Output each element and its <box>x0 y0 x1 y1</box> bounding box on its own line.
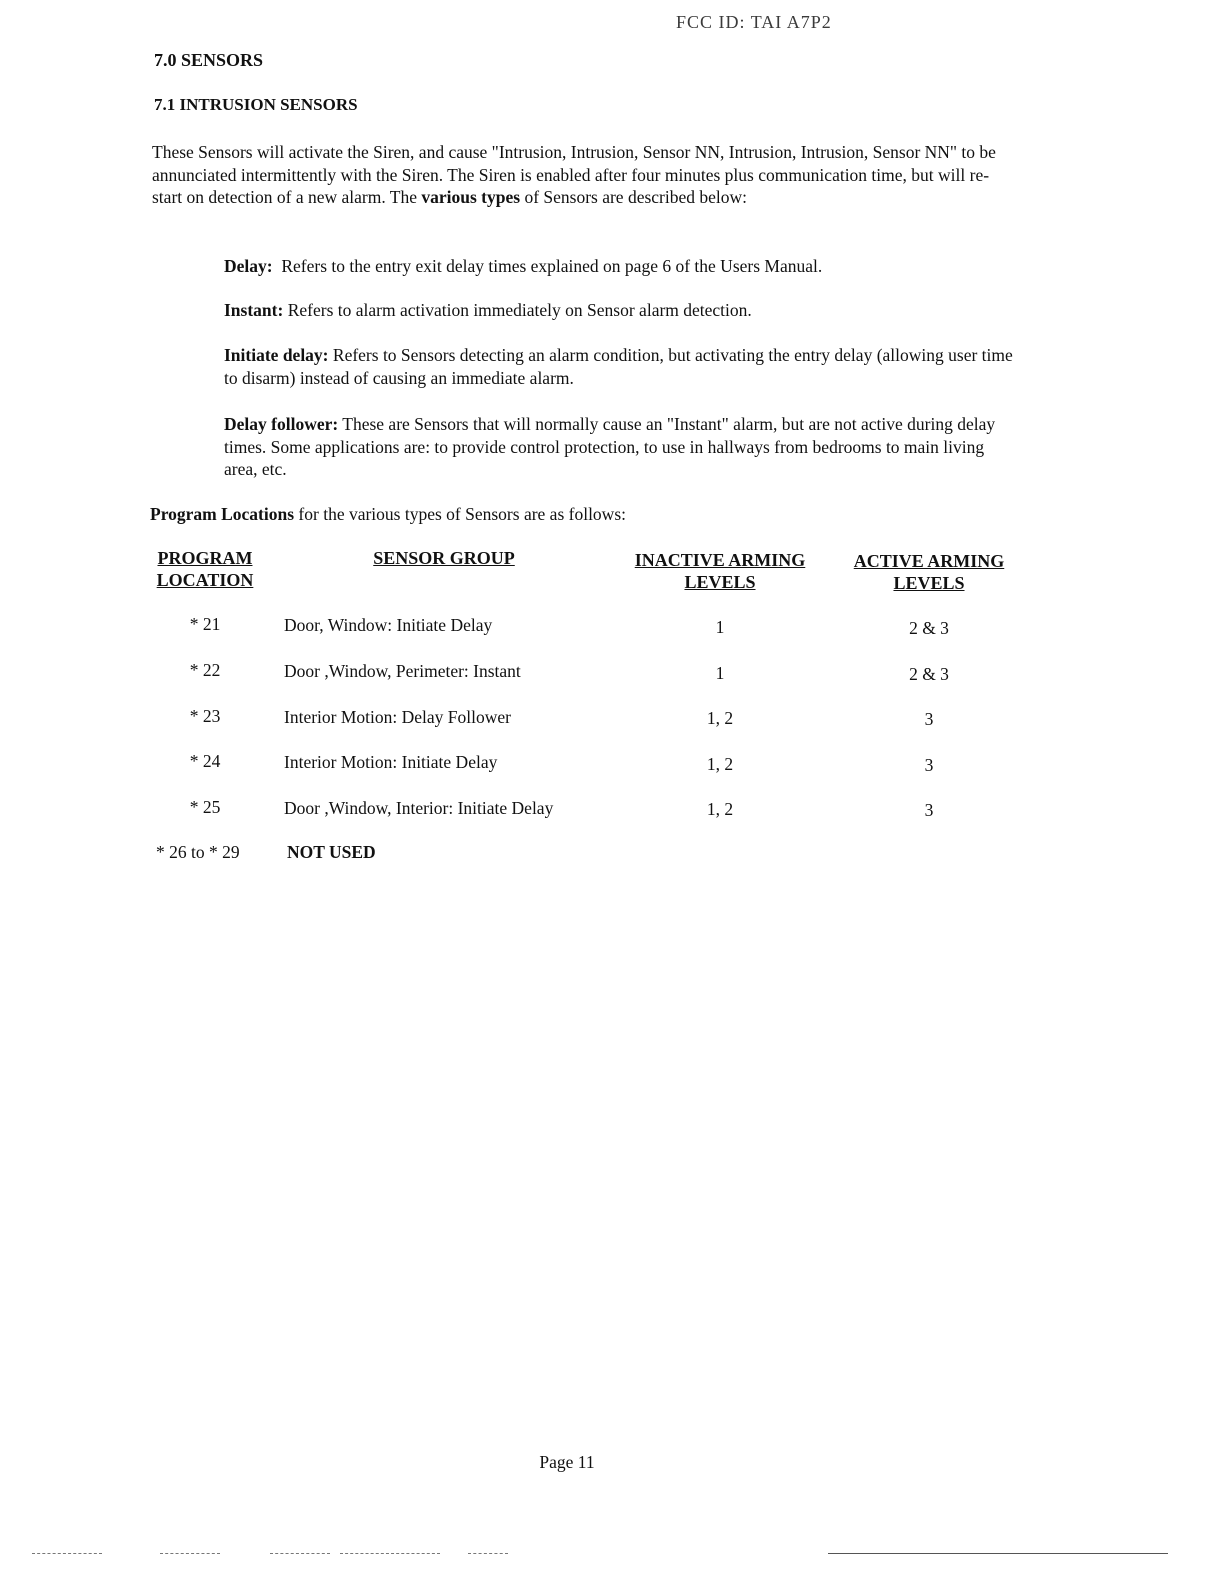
page-number: Page 11 <box>539 1452 595 1472</box>
scan-artifact-divider <box>160 1553 220 1554</box>
header-line: PROGRAM <box>157 548 253 568</box>
definition-initiate-delay <box>224 344 1014 389</box>
subsection-title: 7.1 INTRUSION SENSORS <box>154 95 358 114</box>
definition-delay-follower <box>224 413 1014 481</box>
header-active-arming <box>838 550 1020 594</box>
program-locations-text: for the various types of Sensors are as follows: <box>294 504 626 524</box>
scan-artifact-divider <box>32 1553 102 1554</box>
cell-location: * 23 <box>189 706 221 726</box>
cell-location: * 25 <box>189 797 221 817</box>
header-sensor-group <box>334 547 554 569</box>
header-program-location <box>150 547 260 591</box>
cell-inactive: 1, 2 <box>706 799 734 819</box>
cell-active: 3 <box>924 755 934 775</box>
definition-term: Instant: <box>224 300 284 320</box>
definition-text: Refers to alarm activation immediately on Sensor alarm detection. <box>283 300 752 320</box>
definition-text: These are Sensors that will normally cause an "Instant" alarm, but are not active during delay times. Some applications are: to provide control protection, to use in hallways from bedrooms to main living area, etc. <box>224 414 996 479</box>
definition-term: Initiate delay: <box>224 345 329 365</box>
header-line: LEVELS <box>893 573 965 593</box>
definition-term: Delay: <box>224 256 273 276</box>
cell-active: 3 <box>924 709 934 729</box>
cell-location-range: * 26 to * 29 <box>156 842 240 862</box>
cell-group: Door ,Window, Interior: Initiate Delay <box>284 798 554 818</box>
scan-artifact-divider <box>270 1553 330 1554</box>
header-line: LOCATION <box>156 570 254 590</box>
definition-term: Delay follower: <box>224 414 339 434</box>
header-line: SENSOR GROUP <box>373 548 515 568</box>
cell-active: 2 & 3 <box>909 664 949 684</box>
cell-group: Interior Motion: Delay Follower <box>284 707 511 727</box>
header-line: INACTIVE ARMING <box>634 550 806 570</box>
cell-active: 2 & 3 <box>909 618 949 638</box>
definition-instant <box>224 299 1014 322</box>
cell-inactive: 1, 2 <box>706 708 734 728</box>
cell-inactive: 1 <box>715 617 725 637</box>
definition-delay <box>224 255 1014 278</box>
intro-bold: various types <box>421 187 521 207</box>
cell-group: Interior Motion: Initiate Delay <box>284 752 498 772</box>
cell-location: * 24 <box>189 751 221 771</box>
section-title: 7.0 SENSORS <box>154 50 264 70</box>
cell-active: 3 <box>924 800 934 820</box>
cell-not-used: NOT USED <box>287 842 376 862</box>
definition-text: Refers to Sensors detecting an alarm condition, but activating the entry delay (allowing user time to disarm) instead of causing an immediate alarm. <box>224 345 1013 388</box>
scan-artifact-divider <box>468 1553 508 1554</box>
cell-location: * 21 <box>189 614 221 634</box>
header-line: ACTIVE ARMING <box>853 551 1005 571</box>
header-line: LEVELS <box>684 572 756 592</box>
scan-artifact-divider <box>828 1553 1168 1554</box>
scan-artifact-divider <box>340 1553 440 1554</box>
fcc-id-stamp: FCC ID: TAI A7P2 <box>676 12 832 32</box>
cell-inactive: 1 <box>715 663 725 683</box>
program-locations-bold: Program Locations <box>150 504 295 524</box>
header-inactive-arming <box>618 549 822 593</box>
cell-group: Door ,Window, Perimeter: Instant <box>284 661 521 681</box>
program-locations-intro <box>150 504 626 525</box>
intro-paragraph <box>152 141 1002 209</box>
definition-text: Refers to the entry exit delay times explained on page 6 of the Users Manual. <box>272 256 823 276</box>
cell-location: * 22 <box>189 660 221 680</box>
cell-inactive: 1, 2 <box>706 754 734 774</box>
intro-text-1: These Sensors will activate the Siren, and cause "Intrusion, Intrusion, Sensor NN, Intrusion, Intrusion, Sensor NN" to be annunciated intermittently with the Siren. The Siren is enabled after four minutes plus communication time, but will re-start on detection of a new alarm. The <box>152 142 996 207</box>
cell-group: Door, Window: Initiate Delay <box>284 615 493 635</box>
intro-text-2: of Sensors are described below: <box>520 187 748 207</box>
